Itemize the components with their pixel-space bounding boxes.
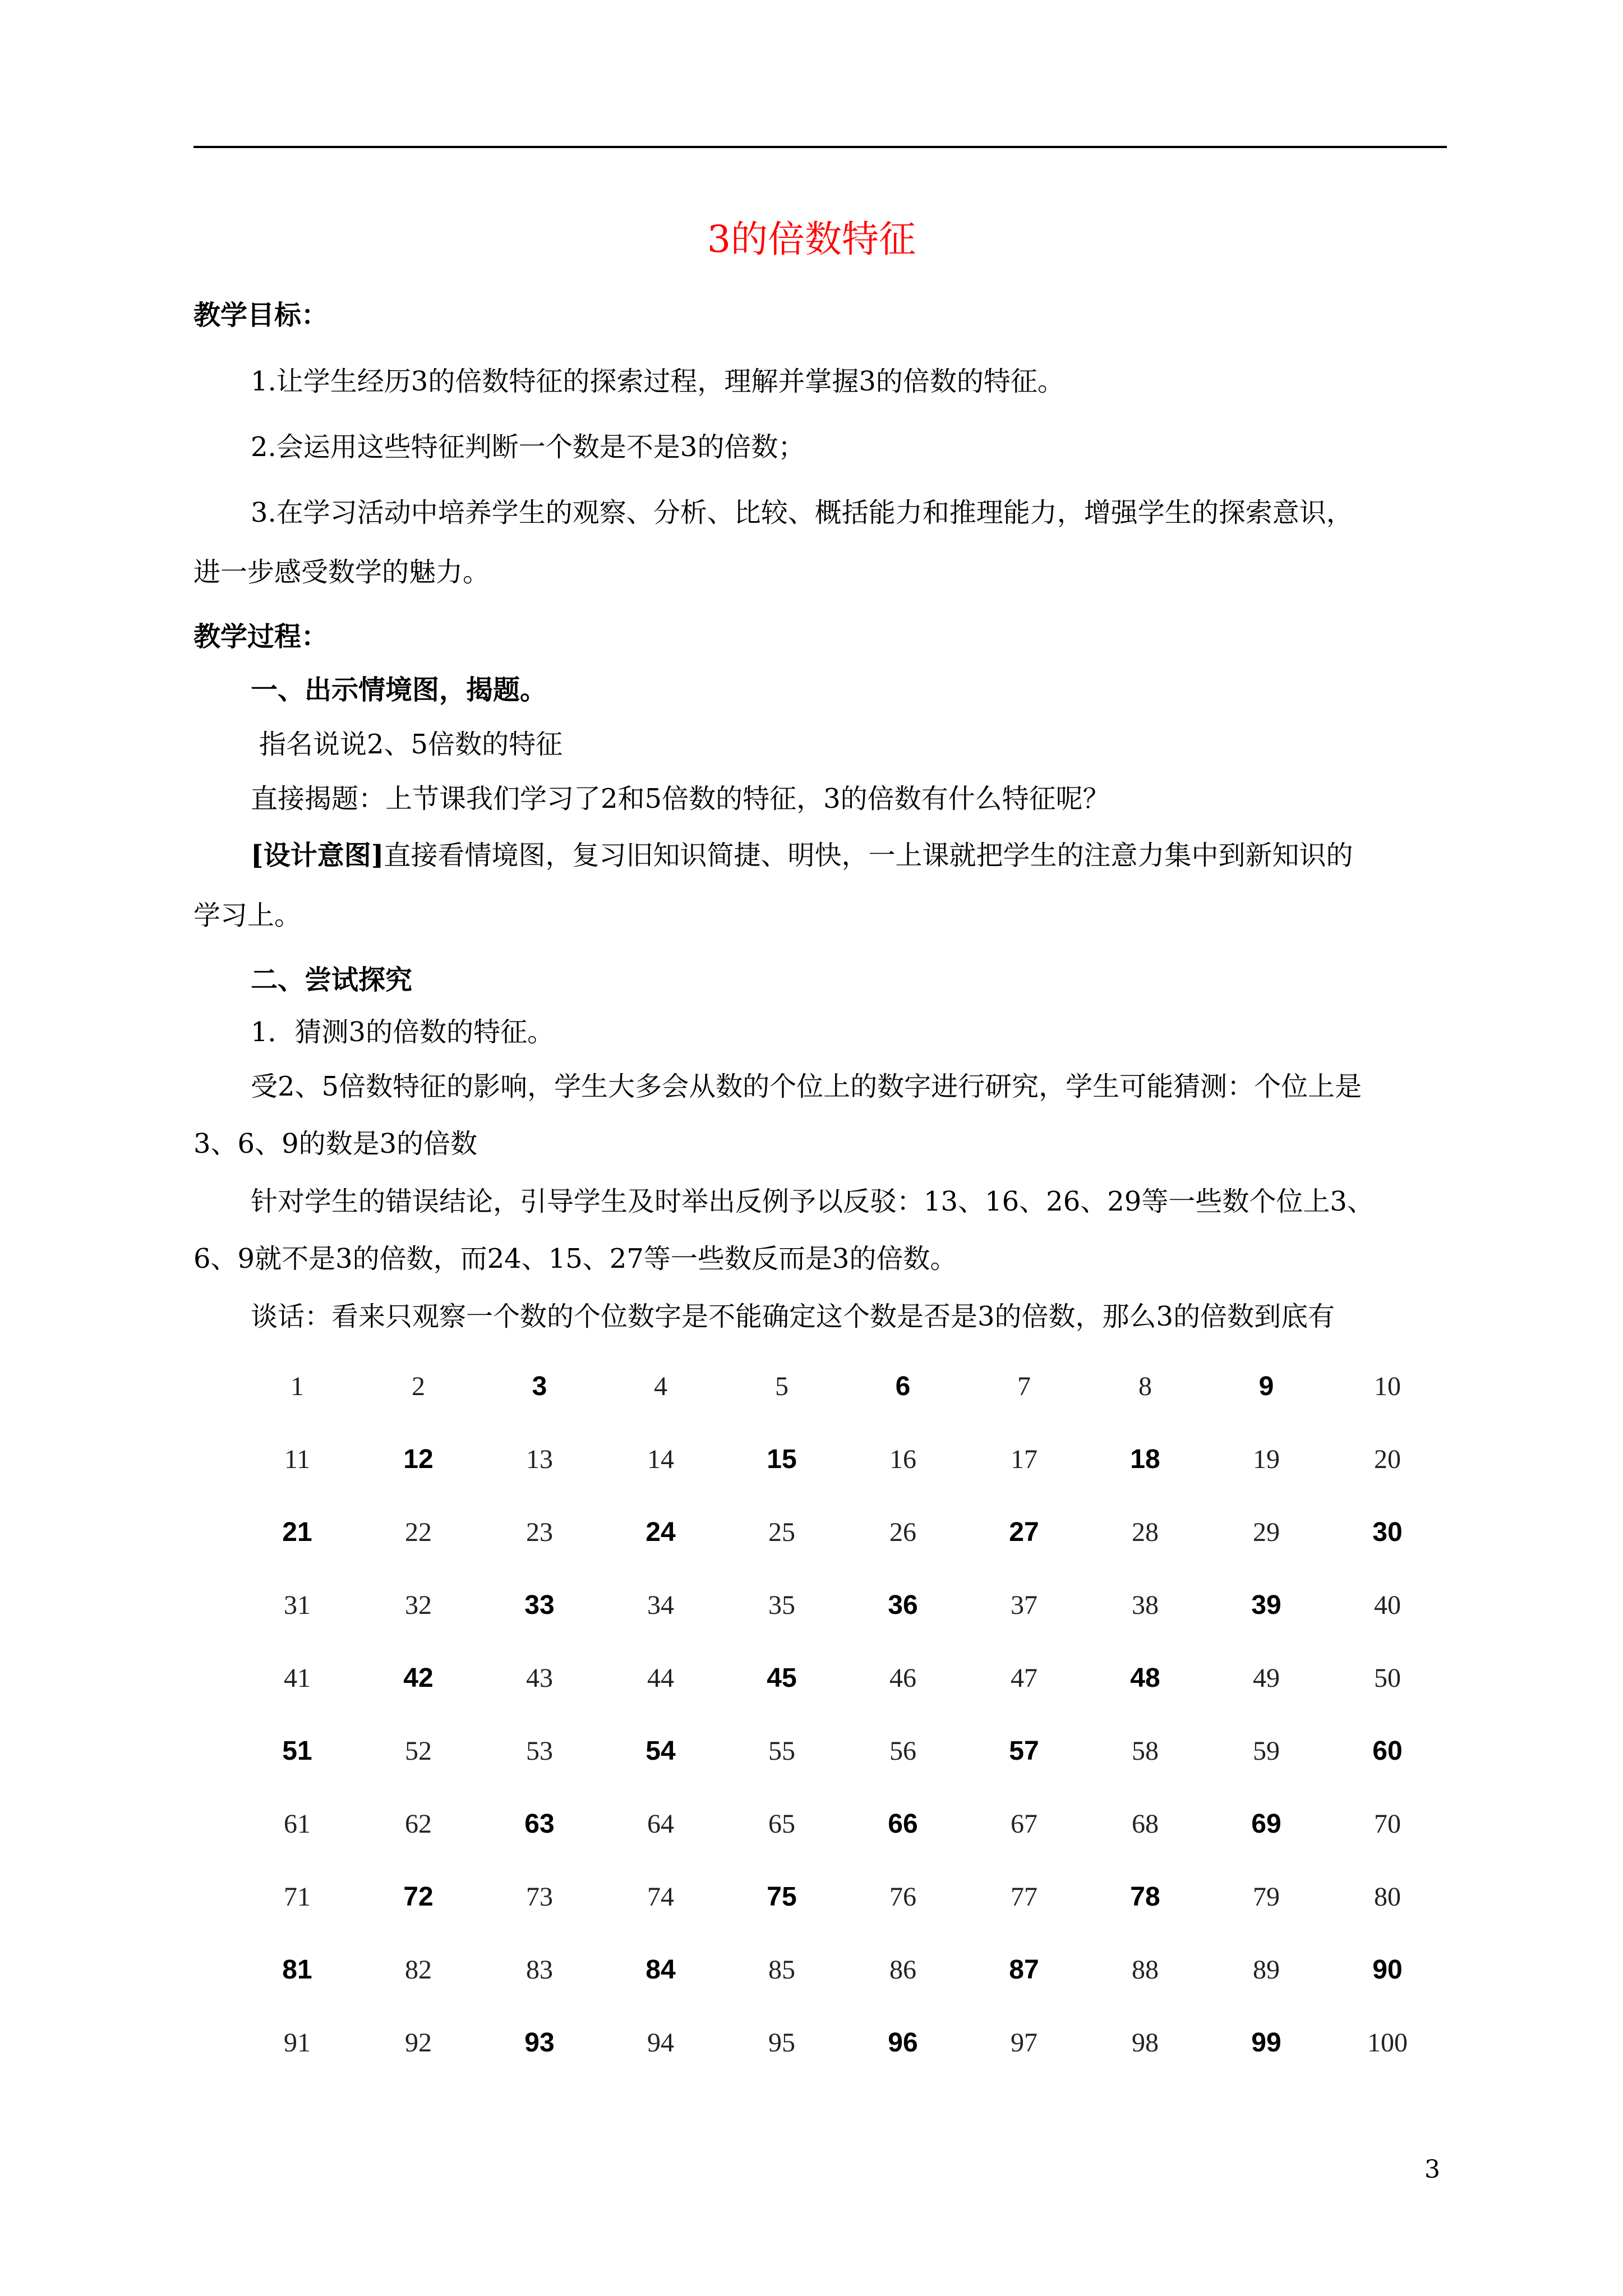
grid-number: 7 — [1017, 1372, 1031, 1401]
grid-number: 14 — [647, 1444, 674, 1474]
grid-number-multiple-of-3: 87 — [1009, 1955, 1039, 1985]
section2-line-6: 谈话：看来只观察一个数的个位数字是不能确定这个数是否是3的倍数，那么3的倍数到底有 — [251, 1301, 1335, 1332]
grid-number: 64 — [647, 1809, 674, 1839]
grid-number: 85 — [768, 1955, 795, 1985]
grid-number-multiple-of-3: 54 — [645, 1736, 676, 1766]
grid-number: 77 — [1011, 1882, 1038, 1912]
grid-number: 70 — [1374, 1809, 1401, 1839]
grid-number-multiple-of-3: 45 — [767, 1663, 797, 1693]
grid-number: 43 — [526, 1663, 553, 1693]
section1-line-1: 指名说说2、5倍数的特征 — [259, 729, 563, 760]
grid-number-multiple-of-3: 30 — [1372, 1517, 1403, 1547]
objectives-heading: 教学目标： — [193, 300, 329, 331]
grid-number-multiple-of-3: 24 — [645, 1517, 676, 1547]
grid-number: 31 — [284, 1590, 311, 1620]
grid-number: 74 — [647, 1882, 674, 1912]
grid-number: 11 — [284, 1444, 311, 1474]
grid-number-multiple-of-3: 99 — [1251, 2028, 1281, 2058]
grid-number-multiple-of-3: 75 — [767, 1882, 797, 1912]
page-number: 3 — [1424, 2155, 1440, 2184]
grid-number: 35 — [768, 1590, 795, 1620]
number-grid — [282, 1369, 1492, 2104]
section2-line-2: 受2、5倍数特征的影响，学生大多会从数的个位上的数字进行研究，学生可能猜测：个位上是 — [251, 1071, 1362, 1102]
grid-number-multiple-of-3: 18 — [1130, 1444, 1160, 1474]
grid-number-multiple-of-3: 63 — [524, 1809, 555, 1839]
grid-number-multiple-of-3: 78 — [1130, 1882, 1160, 1912]
grid-number: 58 — [1132, 1736, 1159, 1766]
grid-number: 46 — [889, 1663, 916, 1693]
design-intent-text: 直接看情境图，复习旧知识简捷、明快，一上课就把学生的注意力集中到新知识的 — [384, 840, 1353, 871]
grid-number-multiple-of-3: 72 — [403, 1882, 434, 1912]
grid-number: 89 — [1253, 1955, 1280, 1985]
grid-number-multiple-of-3: 57 — [1009, 1736, 1039, 1766]
header-rule — [193, 146, 1447, 148]
grid-number: 25 — [768, 1517, 795, 1547]
grid-number: 82 — [405, 1955, 432, 1985]
grid-number: 73 — [526, 1882, 553, 1912]
grid-number-multiple-of-3: 9 — [1258, 1372, 1274, 1401]
grid-number: 1 — [291, 1372, 304, 1401]
grid-number: 22 — [405, 1517, 432, 1547]
grid-number-multiple-of-3: 39 — [1251, 1590, 1281, 1620]
grid-number-multiple-of-3: 48 — [1130, 1663, 1160, 1693]
grid-number-multiple-of-3: 90 — [1372, 1955, 1403, 1985]
page-title: 3的倍数特征 — [707, 218, 916, 261]
grid-number: 4 — [654, 1372, 667, 1401]
grid-number: 62 — [405, 1809, 432, 1839]
grid-number-multiple-of-3: 96 — [888, 2028, 918, 2058]
grid-number: 94 — [647, 2028, 674, 2058]
objective-1: 1.让学生经历3的倍数特征的探索过程，理解并掌握3的倍数的特征。 — [251, 366, 1064, 397]
grid-number: 37 — [1011, 1590, 1038, 1620]
grid-number-multiple-of-3: 69 — [1251, 1809, 1281, 1839]
grid-number: 91 — [284, 2028, 311, 2058]
grid-number: 88 — [1132, 1955, 1159, 1985]
grid-number: 59 — [1253, 1736, 1280, 1766]
grid-number: 41 — [284, 1663, 311, 1693]
grid-number-multiple-of-3: 27 — [1009, 1517, 1039, 1547]
grid-number-multiple-of-3: 66 — [888, 1809, 918, 1839]
grid-number: 80 — [1374, 1882, 1401, 1912]
design-intent-continued: 学习上。 — [193, 900, 302, 931]
grid-number: 17 — [1011, 1444, 1038, 1474]
grid-number: 16 — [889, 1444, 916, 1474]
grid-number: 49 — [1253, 1663, 1280, 1693]
grid-number-multiple-of-3: 21 — [282, 1517, 312, 1547]
process-heading: 教学过程： — [193, 621, 329, 652]
grid-number: 20 — [1374, 1444, 1401, 1474]
grid-number: 86 — [889, 1955, 916, 1985]
grid-number: 19 — [1253, 1444, 1280, 1474]
grid-number-multiple-of-3: 60 — [1372, 1736, 1403, 1766]
section2-line-5: 6、9就不是3的倍数，而24、15、27等一些数反而是3的倍数。 — [193, 1243, 957, 1274]
grid-number: 79 — [1253, 1882, 1280, 1912]
grid-number-multiple-of-3: 12 — [403, 1444, 434, 1474]
grid-number-multiple-of-3: 3 — [532, 1372, 547, 1401]
grid-number: 68 — [1132, 1809, 1159, 1839]
design-intent-label: [设计意图] — [251, 840, 384, 871]
design-intent-line — [251, 838, 1353, 873]
grid-number: 47 — [1011, 1663, 1038, 1693]
grid-number: 56 — [889, 1736, 916, 1766]
objective-2: 2.会运用这些特征判断一个数是不是3的倍数； — [251, 431, 805, 463]
grid-number: 83 — [526, 1955, 553, 1985]
grid-number: 61 — [284, 1809, 311, 1839]
grid-number: 26 — [889, 1517, 916, 1547]
grid-number-multiple-of-3: 33 — [524, 1590, 555, 1620]
grid-number: 23 — [526, 1517, 553, 1547]
section1-heading: 一、出示情境图，揭题。 — [251, 674, 547, 706]
grid-number: 50 — [1374, 1663, 1401, 1693]
grid-number-multiple-of-3: 93 — [524, 2028, 555, 2058]
grid-number: 95 — [768, 2028, 795, 2058]
grid-number-multiple-of-3: 15 — [767, 1444, 797, 1474]
grid-number: 76 — [889, 1882, 916, 1912]
grid-number: 97 — [1011, 2028, 1038, 2058]
grid-number-multiple-of-3: 6 — [895, 1372, 911, 1401]
objective-3-continued: 进一步感受数学的魅力。 — [193, 556, 490, 588]
grid-number: 2 — [412, 1372, 425, 1401]
section2-line-3: 3、6、9的数是3的倍数 — [193, 1128, 478, 1159]
grid-number-multiple-of-3: 51 — [282, 1736, 312, 1766]
grid-number-multiple-of-3: 84 — [645, 1955, 676, 1985]
grid-number: 5 — [775, 1372, 789, 1401]
grid-number: 67 — [1011, 1809, 1038, 1839]
grid-number-multiple-of-3: 42 — [403, 1663, 434, 1693]
grid-number: 92 — [405, 2028, 432, 2058]
section2-line-1: 1．猜测3的倍数的特征。 — [251, 1016, 555, 1048]
objective-3: 3.在学习活动中培养学生的观察、分析、比较、概括能力和推理能力，增强学生的探索意识， — [251, 497, 1353, 528]
grid-number: 13 — [526, 1444, 553, 1474]
grid-number: 44 — [647, 1663, 674, 1693]
grid-number: 53 — [526, 1736, 553, 1766]
grid-number: 100 — [1367, 2028, 1408, 2058]
grid-number: 55 — [768, 1736, 795, 1766]
grid-number: 40 — [1374, 1590, 1401, 1620]
grid-number: 32 — [405, 1590, 432, 1620]
grid-number: 98 — [1132, 2028, 1159, 2058]
section2-line-4: 针对学生的错误结论，引导学生及时举出反例予以反驳：13、16、26、29等一些数个位上3、 — [251, 1186, 1374, 1217]
grid-number: 52 — [405, 1736, 432, 1766]
grid-number: 38 — [1132, 1590, 1159, 1620]
grid-number: 10 — [1374, 1372, 1401, 1401]
section1-line-2: 直接揭题：上节课我们学习了2和5倍数的特征，3的倍数有什么特征呢？ — [251, 783, 1110, 815]
grid-number: 28 — [1132, 1517, 1159, 1547]
grid-number: 29 — [1253, 1517, 1280, 1547]
grid-number: 71 — [284, 1882, 311, 1912]
grid-number-multiple-of-3: 36 — [888, 1590, 918, 1620]
grid-number: 34 — [647, 1590, 674, 1620]
grid-number: 65 — [768, 1809, 795, 1839]
grid-number-multiple-of-3: 81 — [282, 1955, 312, 1985]
section2-heading: 二、尝试探究 — [251, 964, 413, 996]
grid-number: 8 — [1138, 1372, 1152, 1401]
